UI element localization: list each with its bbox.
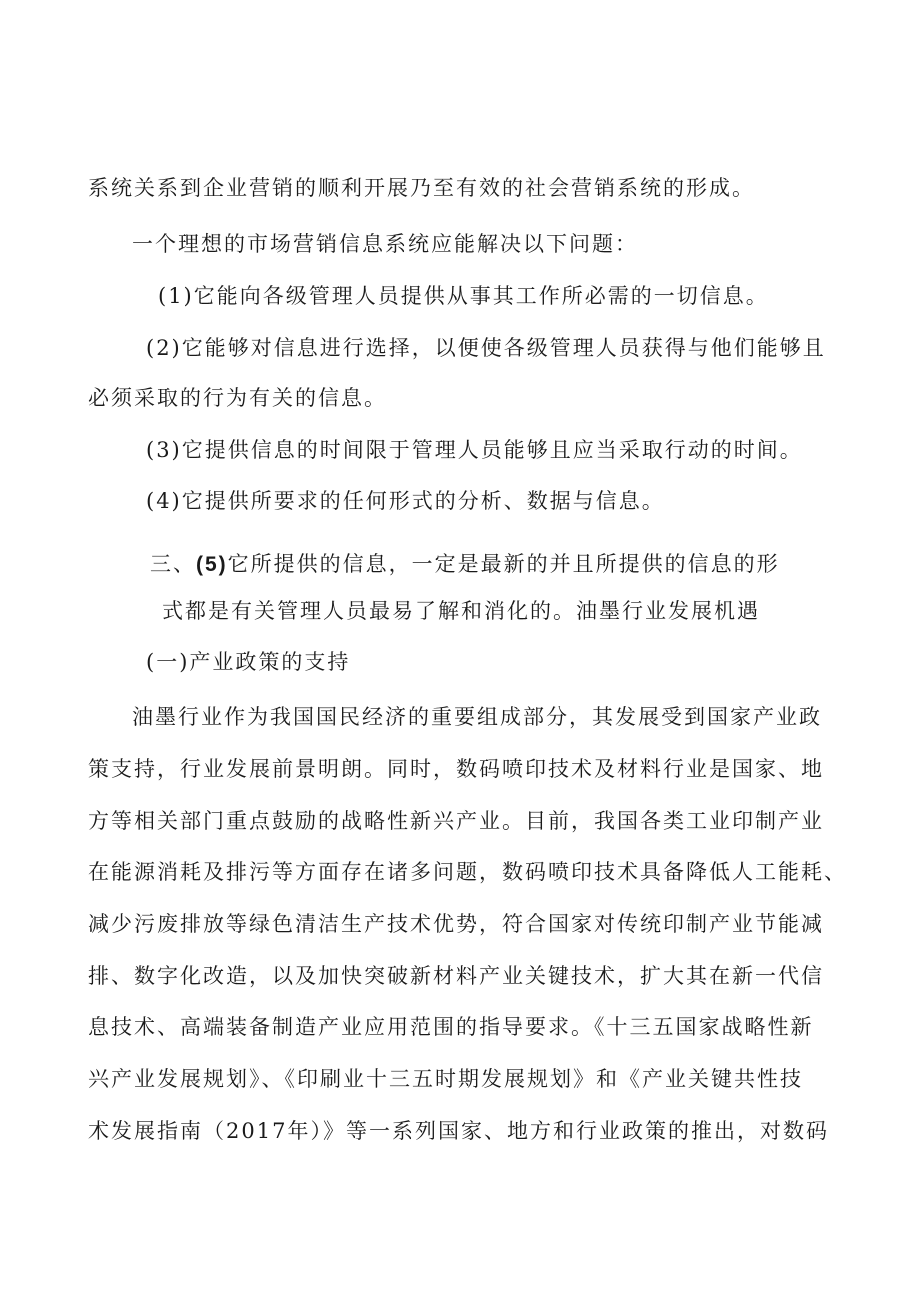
list-item-5-text: 它所提供的信息，一定是最新的并且所提供的信息的形 (227, 552, 780, 576)
text-line-1: 系统关系到企业营销的顺利开展乃至有效的社会营销系统的形成。 (88, 176, 755, 200)
paragraph-line-4: 在能源消耗及排污等方面存在诸多问题，数码喷印技术具备降低人工能耗、 (88, 860, 847, 884)
paragraph-line-1: 油墨行业作为我国国民经济的重要组成部分，其发展受到国家产业政 (132, 705, 822, 729)
list-item-5 (150, 550, 780, 579)
paragraph-line-7: 息技术、高端装备制造产业应用范围的指导要求。《十三五国家战略性新 (88, 1015, 814, 1039)
subsection-heading: (一)产业政策的支持 (146, 650, 351, 674)
paragraph-line-2: 策支持，行业发展前景明朗。同时，数码喷印技术及材料行业是国家、地 (88, 757, 824, 781)
list-item-4: (4)它提供所要求的任何形式的分析、数据与信息。 (146, 489, 665, 513)
list-item-2-continued: 必须采取的行为有关的信息。 (88, 386, 387, 410)
paragraph-line-5: 减少污废排放等绿色清洁生产技术优势，符合国家对传统印制产业节能减 (88, 912, 824, 936)
list-item-5-continued-heading: 式都是有关管理人员最易了解和消化的。油墨行业发展机遇 (162, 599, 760, 623)
text-line-2: 一个理想的市场营销信息系统应能解决以下问题： (132, 232, 638, 256)
list-item-2: (2)它能够对信息进行选择，以便使各级管理人员获得与他们能够且 (146, 336, 826, 360)
list-item-1: (1)它能向各级管理人员提供从事其工作所必需的一切信息。 (158, 284, 769, 308)
list-item-5-number: (5) (196, 553, 228, 576)
paragraph-line-9: 术发展指南（2017年）》等一系列国家、地方和行业政策的推出，对数码 (88, 1119, 829, 1143)
list-item-3: (3)它提供信息的时间限于管理人员能够且应当采取行动的时间。 (146, 438, 803, 462)
paragraph-line-3: 方等相关部门重点鼓励的战略性新兴产业。目前，我国各类工业印制产业 (88, 809, 824, 833)
paragraph-line-8: 兴产业发展规划》、《印刷业十三五时期发展规划》和《产业关键共性技 (88, 1067, 803, 1091)
section-number: 三、 (150, 552, 196, 576)
paragraph-line-6: 排、数字化改造，以及加快突破新材料产业关键技术，扩大其在新一代信 (88, 964, 824, 988)
